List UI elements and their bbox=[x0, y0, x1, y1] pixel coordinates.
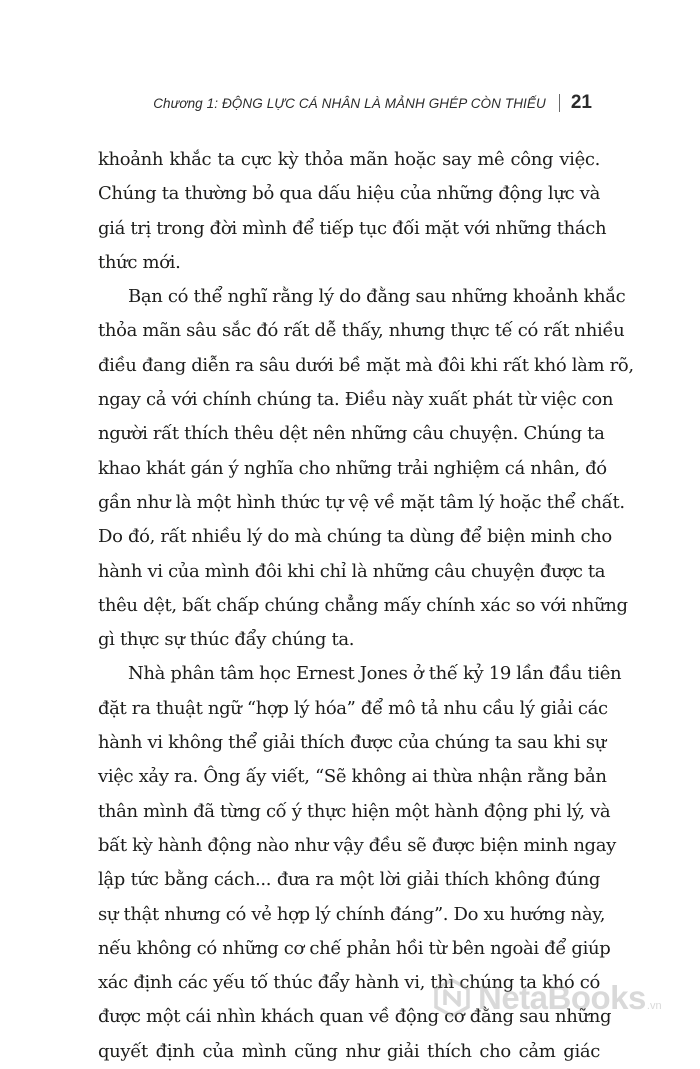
running-header bbox=[153, 90, 592, 116]
page-number: 21 bbox=[570, 92, 592, 113]
body-text bbox=[98, 143, 634, 1069]
text-line: đặt ra thuật ngữ “hợp lý hóa” để mô tả nhu cầu lý giải các bbox=[98, 697, 608, 719]
text-line: thân mình đã từng cố ý thực hiện một hành động phi lý, và bbox=[98, 800, 611, 822]
text-line: thức mới. bbox=[98, 251, 181, 273]
text-line: quyết định của mình cũng như giải thích cho cảm giác bbox=[98, 1040, 600, 1062]
text-line: giá trị trong đời mình để tiếp tục đối mặt với những thách bbox=[98, 217, 607, 239]
header-divider bbox=[559, 94, 560, 112]
paragraph bbox=[98, 280, 634, 657]
text-line: khao khát gán ý nghĩa cho những trải nghiệm cá nhân, đó bbox=[98, 457, 607, 479]
text-line: được một cái nhìn khách quan về động cơ đằng sau những bbox=[98, 1006, 612, 1028]
text-line: Nhà phân tâm học Ernest Jones ở thế kỷ 19 lần đầu tiên bbox=[128, 663, 622, 685]
text-line: gần như là một hình thức tự vệ về mặt tâm lý hoặc thể chất. bbox=[98, 491, 625, 513]
text-line: thỏa mãn sâu sắc đó rất dễ thấy, nhưng thực tế có rất nhiều bbox=[98, 320, 625, 342]
text-line: khoảnh khắc ta cực kỳ thỏa mãn hoặc say mê công việc. bbox=[98, 149, 600, 170]
text-line: xác định các yếu tố thúc đẩy hành vi, thì chúng ta khó có bbox=[98, 972, 600, 994]
paragraph bbox=[98, 143, 607, 280]
netabooks-watermark bbox=[432, 975, 694, 1021]
text-line: Bạn có thể nghĩ rằng lý do đằng sau những khoảnh khắc bbox=[128, 286, 626, 308]
text-line: điều đang diễn ra sâu dưới bề mặt mà đôi khi rất khó làm rõ, bbox=[98, 354, 634, 376]
text-line: việc xảy ra. Ông ấy viết, “Sẽ không ai thừa nhận rằng bản bbox=[98, 766, 607, 788]
text-line: Do đó, rất nhiều lý do mà chúng ta dùng để biện minh cho bbox=[98, 526, 612, 548]
chapter-title: Chương 1: ĐỘNG LỰC CÁ NHÂN LÀ MẢNH GHÉP CÒN THIẾU bbox=[153, 95, 546, 111]
text-line: sự thật nhưng có vẻ hợp lý chính đáng”. Do xu hướng này, bbox=[98, 903, 606, 925]
text-line: người rất thích thêu dệt nên những câu chuyện. Chúng ta bbox=[98, 423, 605, 445]
text-line: nếu không có những cơ chế phản hồi từ bên ngoài để giúp bbox=[98, 937, 611, 959]
text-line: bất kỳ hành động nào như vậy đều sẽ được biện minh ngay bbox=[98, 834, 616, 856]
text-line: ngay cả với chính chúng ta. Điều này xuất phát từ việc con bbox=[98, 389, 614, 411]
text-line: thêu dệt, bất chấp chúng chẳng mấy chính xác so với những bbox=[98, 594, 628, 616]
neta-logo-icon bbox=[432, 978, 472, 1018]
text-line: gì thực sự thúc đẩy chúng ta. bbox=[98, 629, 355, 651]
text-line: hành vi của mình đôi khi chỉ là những câu chuyện được ta bbox=[98, 560, 606, 582]
text-line: hành vi không thể giải thích được của chúng ta sau khi sự bbox=[98, 732, 606, 754]
watermark-brand: NetaBooks bbox=[478, 979, 646, 1016]
text-line: lập tức bằng cách... đưa ra một lời giải thích không đúng bbox=[98, 869, 600, 891]
text-line: Chúng ta thường bỏ qua dấu hiệu của những động lực và bbox=[98, 183, 600, 205]
watermark-suffix: .vn bbox=[646, 1000, 662, 1012]
